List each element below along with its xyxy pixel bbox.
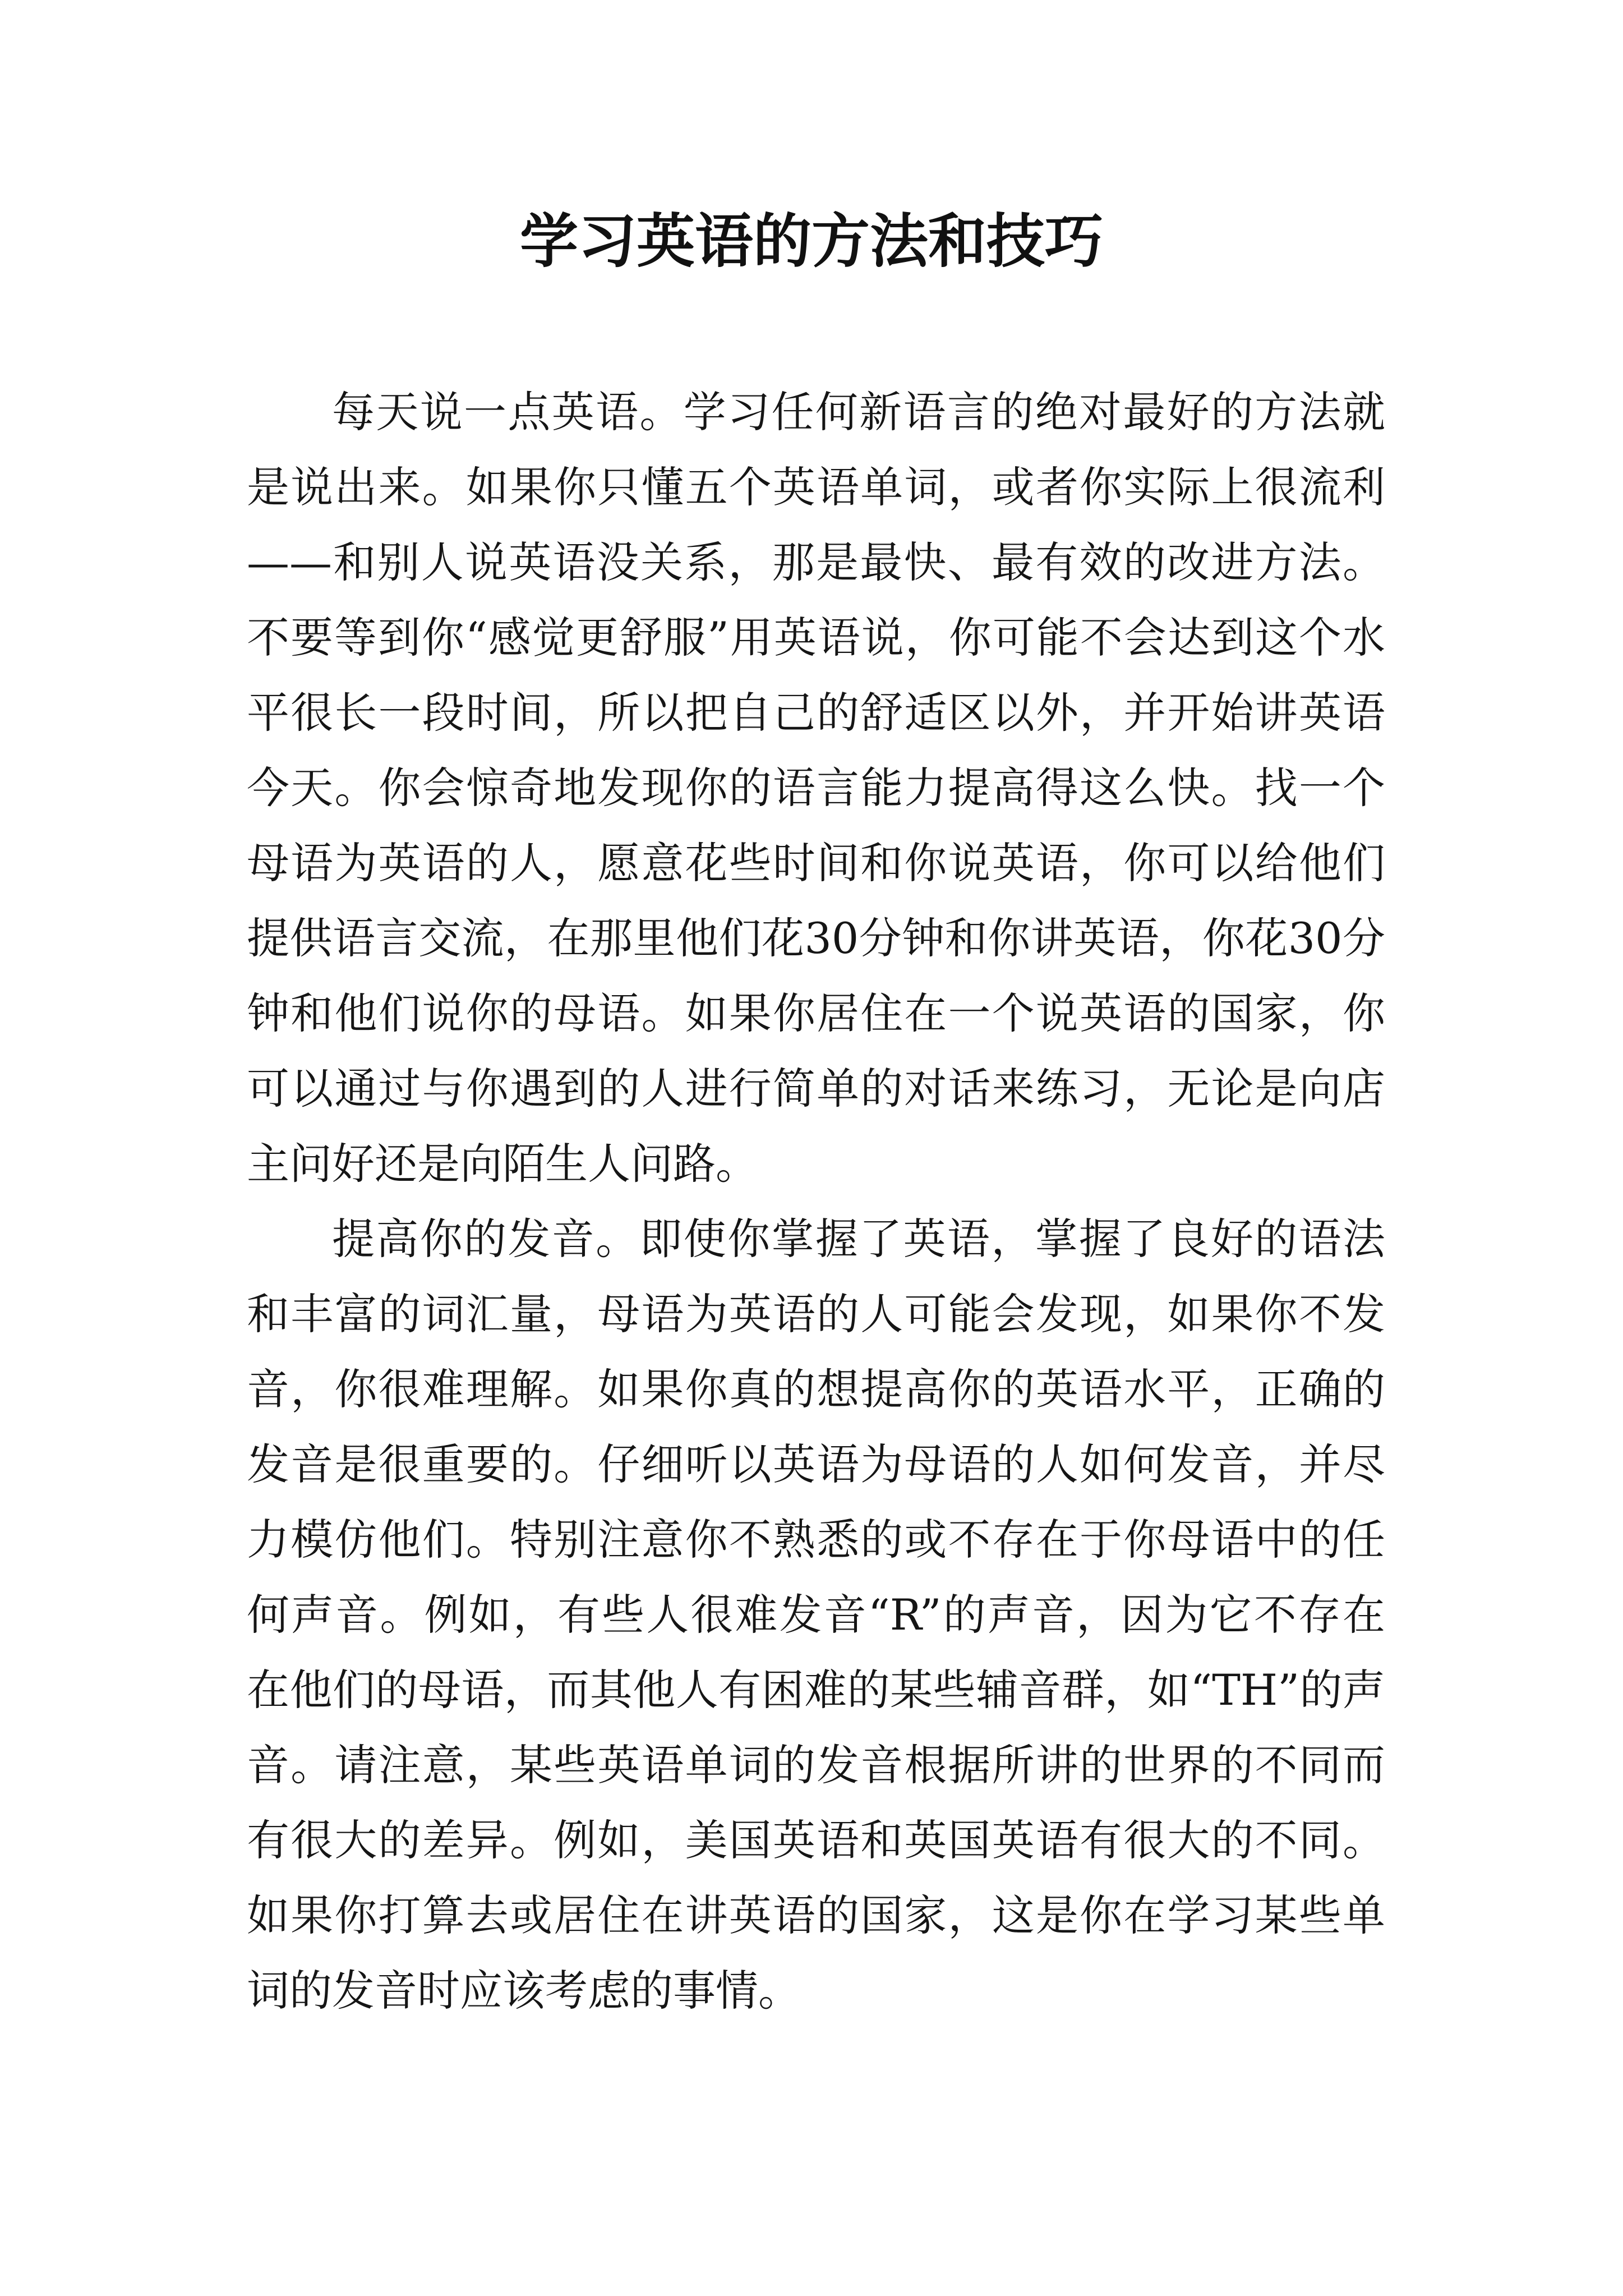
paragraph-speak-daily: 每天说一点英语。学习任何新语言的绝对最好的方法就是说出来。如果你只懂五个英语单词，或者你实际上很流利——和别人说英语没关系，那是最快、最有效的改进方法。不要等到你“感觉更舒服”用英语说，你可能不会达到这个水平很长一段时间，所以把自己的舒适区以外，并开始讲英语今天。你会惊奇地发现你的语言能力提高得这么快。找一个母语为英语的人，愿意花些时间和你说英语，你可以给他们提供语言交流，在那里他们花30分钟和你讲英语，你花30分钟和他们说你的母语。如果你居住在一个说英语的国家，你可以通过与你遇到的人进行简单的对话来练习，无论是向店主问好还是向陌生人问路。: [247, 387, 1385, 1189]
document-body: [247, 375, 1385, 2028]
paragraph-pronunciation: 提高你的发音。即使你掌握了英语，掌握了良好的语法和丰富的词汇量，母语为英语的人可能会发现，如果你不发音，你很难理解。如果你真的想提高你的英语水平，正确的发音是很重要的。仔细听以英语为母语的人如何发音，并尽力模仿他们。特别注意你不熟悉的或不存在于你母语中的任何声音。例如，有些人很难发音“R”的声音，因为它不存在在他们的母语，而其他人有困难的某些辅音群，如“TH”的声音。请注意，某些英语单词的发音根据所讲的世界的不同而有很大的差异。例如，美国英语和英国英语有很大的不同。如果你打算去或居住在讲英语的国家，这是你在学习某些单词的发音时应该考虑的事情。: [247, 1214, 1385, 2016]
document-title: 学习英语的方法和技巧: [519, 206, 1103, 275]
